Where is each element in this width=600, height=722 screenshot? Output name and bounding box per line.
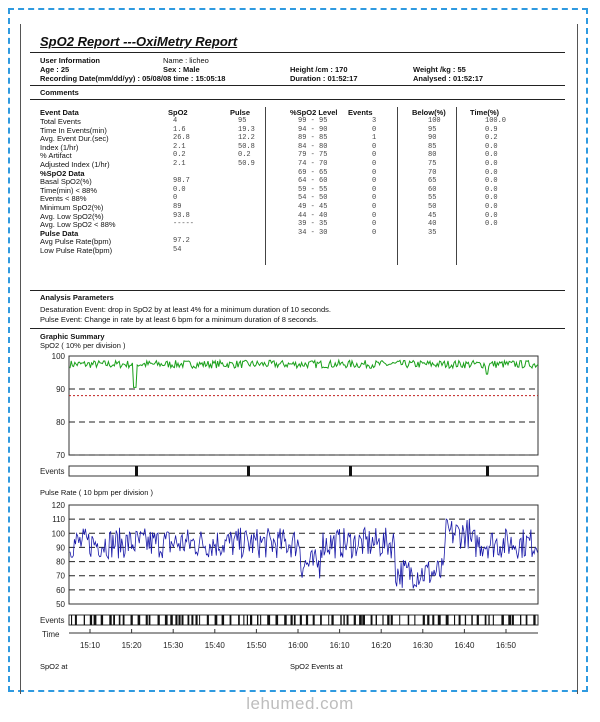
spo2-row-value: 93.8: [173, 211, 190, 220]
level-events: 0: [372, 125, 377, 134]
pulse-tick-label: 120: [51, 501, 65, 510]
event-row-pulse: 19.3: [238, 125, 255, 134]
pulse-event-marker: [207, 615, 209, 625]
pulse-tick-label: 80: [56, 557, 65, 567]
pulse-event-marker: [362, 615, 365, 625]
pulse-event-marker: [347, 615, 349, 625]
pulse-event-marker: [170, 615, 173, 625]
time-tick-label: 16:40: [454, 641, 475, 650]
level-events: 0: [372, 203, 377, 211]
pulse-event-marker: [182, 615, 184, 625]
event-row-pulse: 50.8: [238, 142, 255, 151]
spo2-chart: [52, 352, 538, 460]
level-time: 0.0: [485, 168, 498, 177]
pulse-event-marker: [533, 615, 535, 625]
pulse-event-marker: [230, 615, 232, 625]
level-events: 0: [372, 211, 377, 220]
pulse-event-marker: [188, 615, 190, 625]
pulse-event-marker: [158, 615, 160, 625]
level-events: 0: [372, 228, 377, 237]
pulse-event-marker: [526, 615, 528, 625]
level-range: 34 - 30: [298, 228, 328, 237]
level-below: 65: [428, 177, 437, 186]
pulse-event-marker: [165, 615, 168, 625]
pulse-event-marker: [477, 615, 479, 625]
pulse-event-marker: [520, 615, 521, 625]
pulse-event-marker: [313, 615, 315, 625]
pulse-event-marker: [371, 615, 373, 625]
pulse-row-label: Avg Pulse Rate(bpm): [40, 237, 112, 247]
time-tick-label: 15:40: [204, 641, 225, 650]
time-tick-label: 15:20: [121, 641, 142, 650]
level-time: 0.0: [485, 220, 498, 229]
recording-date: Recording Date(mm/dd/yy) : 05/08/08 time : 15:05:18: [40, 74, 226, 83]
pulse-tick-label: 50: [56, 600, 65, 609]
pulse-event-marker: [488, 615, 489, 625]
spo2-trace: [70, 360, 538, 387]
level-range: 84 - 80: [298, 142, 328, 151]
event-row-spo2: 4: [173, 117, 178, 125]
pulse-event-marker: [243, 615, 244, 625]
pulse-event-marker: [284, 615, 287, 625]
events-strip-frame: [69, 466, 538, 476]
pulse-event-marker: [276, 615, 279, 625]
level-range: 89 - 85: [298, 134, 328, 143]
pulse-events-label: Events: [40, 616, 65, 625]
pulse-event-marker: [459, 615, 461, 625]
event-row-label: Time In Events(min): [40, 125, 107, 135]
level-range: 69 - 65: [298, 168, 328, 177]
level-time: 0.2: [485, 134, 498, 143]
event-row-spo2: 2.1: [173, 142, 186, 151]
level-events: 1: [372, 134, 377, 143]
level-time: 0.0: [485, 177, 498, 186]
level-range: 54 - 50: [298, 194, 328, 203]
level-below: 50: [428, 203, 437, 211]
level-range: 39 - 35: [298, 220, 328, 229]
pulse-event-marker: [387, 615, 389, 625]
level-time: 0.0: [485, 151, 498, 160]
time-tick-label: 16:50: [495, 641, 517, 650]
level-time: 0.0: [485, 185, 498, 194]
pulse-event-marker: [512, 615, 514, 625]
pulse-event-marker: [485, 615, 487, 625]
time-tick-label: 16:20: [371, 641, 392, 650]
event-row-pulse: 95: [238, 117, 247, 125]
time-col-header: Time(%): [470, 108, 500, 117]
user-info-label: User Information: [40, 56, 101, 65]
level-below: 90: [428, 134, 437, 143]
level-below: 70: [428, 168, 437, 177]
level-time: 100.0: [485, 117, 507, 125]
event-row-label: % Artifact: [40, 151, 72, 161]
spo2-row-value: 0: [173, 194, 178, 203]
event-row-label: Avg. Event Dur.(sec): [40, 134, 109, 144]
level-below: 80: [428, 151, 437, 160]
spo2-row-value: -----: [173, 220, 195, 229]
footer-spo2-at: SpO2 at: [40, 662, 68, 671]
pulse-event-marker: [131, 615, 133, 625]
level-time: 0.0: [485, 142, 498, 151]
pulse-event-marker: [113, 615, 115, 625]
footer-spo2-events-at: SpO2 Events at: [290, 662, 343, 671]
level-range: 49 - 45: [298, 203, 328, 211]
below-col-header: Below(%): [412, 108, 446, 117]
spo2-data-label: %SpO2 Data: [40, 168, 85, 178]
pulse-event-marker: [294, 615, 296, 625]
pulse-event-marker: [119, 615, 121, 625]
pulse-event-marker: [291, 615, 293, 625]
pulse-event-marker: [340, 615, 341, 625]
pulse-event-marker: [391, 615, 393, 625]
event-row-spo2: 1.6: [173, 125, 186, 134]
patient-age: Age : 25: [40, 65, 70, 74]
pulse-caption: Pulse Rate ( 10 bpm per division ): [40, 488, 153, 497]
level-below: 60: [428, 185, 437, 194]
pulse-event-marker: [423, 615, 425, 625]
spo2-tick-label: 100: [51, 352, 65, 361]
spo2-row-value: 98.7: [173, 177, 190, 186]
pulse-event-definition: Pulse Event: Change in rate by at least 6 bpm for a minimum duration of 8 seconds.: [40, 315, 319, 324]
time-tick-label: 15:30: [163, 641, 184, 650]
desaturation-definition: Desaturation Event: drop in SpO2 by at least 4% for a minimum duration of 10 seconds.: [40, 305, 331, 314]
time-tick-label: 16:00: [287, 641, 309, 650]
pulse-event-marker: [432, 615, 434, 625]
level-below: 55: [428, 194, 437, 203]
pulse-event-marker: [75, 615, 77, 625]
event-marker: [349, 466, 352, 476]
level-time: 0.0: [485, 211, 498, 220]
event-marker: [135, 466, 138, 476]
pulse-event-marker: [501, 615, 504, 625]
level-below: 85: [428, 142, 437, 151]
time-axis: [42, 629, 538, 650]
level-range: 99 - 95: [298, 117, 328, 125]
level-below: 75: [428, 160, 437, 168]
pulse-event-marker: [179, 615, 181, 625]
comments-label: Comments: [40, 88, 79, 97]
pulse-event-marker: [320, 615, 322, 625]
pulse-event-marker: [199, 615, 200, 625]
level-below: 45: [428, 211, 437, 220]
pulse-event-marker: [343, 615, 344, 625]
pulse-event-marker: [101, 615, 103, 625]
analysis-label: Analysis Parameters: [40, 293, 114, 302]
level-events: 0: [372, 194, 377, 203]
level-events: 3: [372, 117, 377, 125]
level-range: 59 - 55: [298, 185, 328, 194]
pulse-event-marker: [90, 615, 92, 625]
level-events: 0: [372, 151, 377, 160]
time-tick-label: 15:50: [246, 641, 267, 650]
pulse-event-marker: [71, 615, 72, 625]
analysed-duration: Analysed : 01:52:17: [413, 74, 484, 83]
pulse-event-marker: [109, 615, 111, 625]
spo2-tick-label: 90: [56, 385, 65, 394]
time-label: Time: [42, 630, 60, 639]
pulse-data-label: Pulse Data: [40, 228, 79, 238]
pulse-event-marker: [257, 615, 258, 625]
level-range: 44 - 40: [298, 211, 328, 220]
pulse-event-marker: [138, 615, 141, 625]
spo2-caption: SpO2 ( 10% per division ): [40, 341, 126, 350]
pulse-event-marker: [191, 615, 193, 625]
pulse-col-header: Pulse: [230, 108, 251, 117]
pulse-event-marker: [465, 615, 466, 625]
level-range: 74 - 70: [298, 160, 328, 168]
pulse-event-marker: [328, 615, 329, 625]
pulse-event-marker: [493, 615, 494, 625]
pulse-event-marker: [427, 615, 429, 625]
level-events: 0: [372, 142, 377, 151]
level-below: 95: [428, 125, 437, 134]
pulse-event-marker: [331, 615, 333, 625]
pulse-event-marker: [306, 615, 308, 625]
spo2-row-value: 0.0: [173, 185, 186, 194]
events-col-header: Events: [348, 108, 373, 117]
pulse-event-marker: [382, 615, 383, 625]
pulse-event-marker: [260, 615, 261, 625]
pulse-event-marker: [250, 615, 252, 625]
level-events: 0: [372, 160, 377, 168]
spo2-events-strip: [40, 466, 538, 476]
pulse-event-marker: [300, 615, 302, 625]
level-range: 94 - 90: [298, 125, 328, 134]
level-range: 79 - 75: [298, 151, 328, 160]
pulse-row-value: 54: [173, 246, 182, 254]
pulse-events-strip: [40, 615, 538, 625]
pulse-event-marker: [399, 615, 400, 625]
pulse-chart: [52, 501, 538, 609]
level-events: 0: [372, 185, 377, 194]
patient-weight: Weight /kg : 55: [413, 65, 466, 74]
spo2-frame: [69, 356, 538, 455]
pulse-event-marker: [376, 615, 377, 625]
level-time: 0.0: [485, 203, 498, 211]
spo2-row-label: Avg. Low SpO2 < 88%: [40, 220, 116, 230]
event-row-label: Index (1/hr): [40, 142, 79, 152]
pulse-event-marker: [84, 615, 85, 625]
pulse-event-marker: [215, 615, 218, 625]
event-row-spo2: 2.1: [173, 160, 186, 168]
event-row-spo2: 0.2: [173, 151, 186, 160]
pulse-event-marker: [247, 615, 248, 625]
pulse-event-marker: [408, 615, 410, 625]
pulse-frame: [69, 505, 538, 604]
pulse-event-marker: [471, 615, 473, 625]
spo2-row-label: Time(min) < 88%: [40, 185, 98, 195]
pulse-event-marker: [359, 615, 362, 625]
pulse-tick-label: 110: [52, 515, 65, 525]
spo2-level-header: %SpO2 Level: [290, 108, 338, 117]
level-range: 64 - 60: [298, 177, 328, 186]
time-tick-label: 16:30: [412, 641, 433, 650]
spo2-tick-label: 80: [56, 418, 65, 427]
pulse-event-marker: [175, 615, 177, 625]
level-below: 40: [428, 220, 437, 229]
patient-height: Height /cm : 170: [290, 65, 348, 74]
patient-sex: Sex : Male: [163, 65, 200, 74]
report-title: SpO2 Report ---OxiMetry Report: [40, 34, 238, 49]
pulse-event-marker: [222, 615, 225, 625]
level-events: 0: [372, 168, 377, 177]
level-below: 35: [428, 228, 437, 237]
pulse-row-label: Low Pulse Rate(bpm): [40, 246, 113, 255]
pulse-event-marker: [238, 615, 240, 625]
spo2-row-value: 89: [173, 203, 182, 211]
level-time: 0.0: [485, 194, 498, 203]
spo2-row-label: Avg. Low SpO2(%): [40, 211, 104, 221]
pulse-event-marker: [94, 615, 97, 625]
event-marker: [247, 466, 250, 476]
pulse-tick-label: 90: [56, 543, 65, 553]
pulse-event-marker: [414, 615, 415, 625]
pulse-event-marker: [123, 615, 125, 625]
level-events: 0: [372, 220, 377, 229]
graphic-summary-label: Graphic Summary: [40, 332, 105, 341]
pulse-event-marker: [446, 615, 449, 625]
pulse-tick-label: 60: [56, 585, 65, 595]
event-row-pulse: 12.2: [238, 134, 255, 143]
spo2-tick-label: 70: [56, 451, 65, 460]
time-tick-label: 15:10: [79, 641, 101, 650]
event-data-header: Event Data: [40, 108, 79, 117]
pulse-tick-label: 70: [56, 571, 65, 581]
time-tick-label: 16:10: [329, 641, 350, 650]
level-time: 0.0: [485, 160, 498, 168]
pulse-event-marker: [149, 615, 151, 625]
pulse-event-marker: [267, 615, 270, 625]
pulse-event-marker: [354, 615, 356, 625]
event-row-spo2: 26.8: [173, 134, 190, 143]
spo2-col-header: SpO2: [168, 108, 188, 117]
pulse-event-marker: [454, 615, 455, 625]
pulse-trace: [70, 519, 538, 588]
pulse-event-marker: [146, 615, 148, 625]
patient-name: Name : licheo: [163, 56, 209, 65]
recording-duration: Duration : 01:52:17: [290, 74, 358, 83]
event-row-label: Adjusted Index (1/hr): [40, 160, 110, 169]
spo2-row-label: Events < 88%: [40, 194, 87, 204]
level-events: 0: [372, 177, 377, 186]
level-time: 0.9: [485, 125, 498, 134]
level-below: 100: [428, 117, 441, 125]
pulse-event-marker: [508, 615, 511, 625]
watermark: lehumed.com: [246, 694, 354, 713]
event-row-pulse: 50.9: [238, 160, 255, 168]
pulse-event-marker: [438, 615, 441, 625]
spo2-row-label: Basal SpO2(%): [40, 177, 92, 187]
pulse-row-value: 97.2: [173, 237, 190, 246]
spo2-row-label: Minimum SpO2(%): [40, 203, 104, 212]
pulse-event-marker: [196, 615, 198, 625]
event-row-label: Total Events: [40, 117, 81, 126]
pulse-tick-label: 100: [51, 529, 65, 539]
events-label: Events: [40, 467, 65, 476]
event-row-pulse: 0.2: [238, 151, 251, 160]
event-marker: [486, 466, 489, 476]
